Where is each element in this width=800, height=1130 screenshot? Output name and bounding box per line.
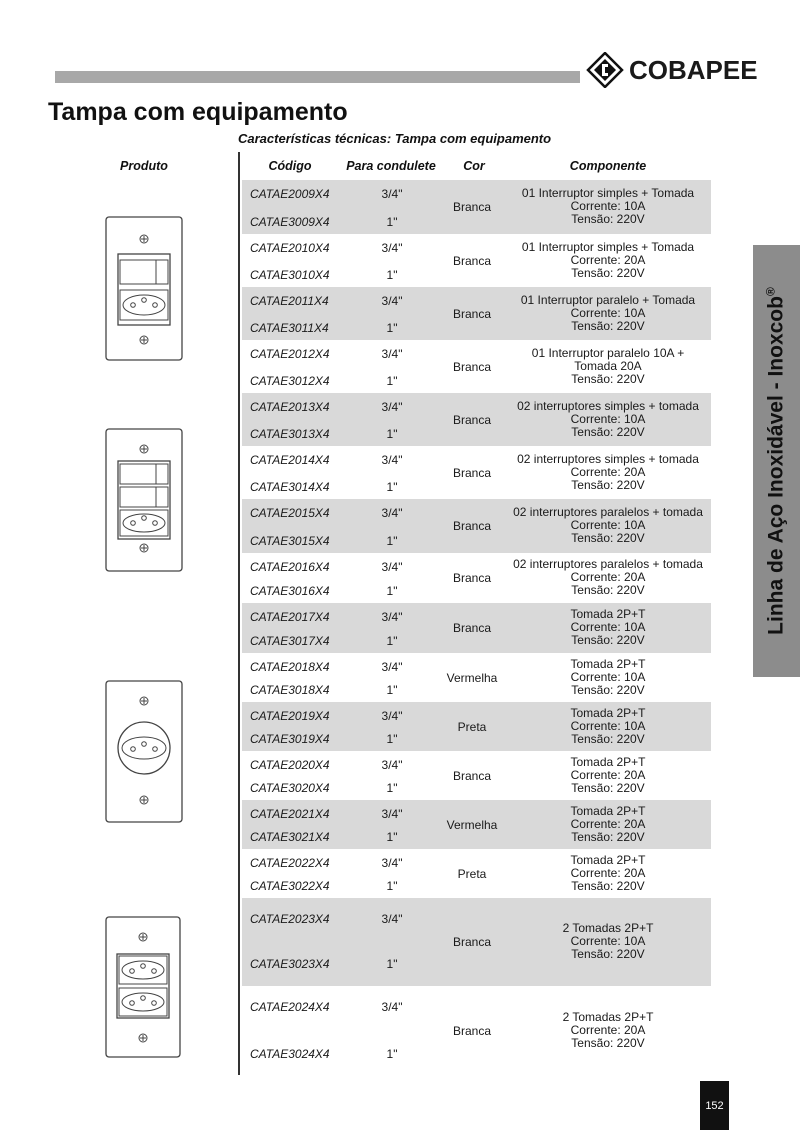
product-code: CATAE3016X4 <box>250 584 330 598</box>
conduit-size: 1" <box>386 830 398 844</box>
product-code: CATAE2014X4 <box>250 453 330 467</box>
component-line: Corrente: 20A <box>570 767 646 782</box>
plate-round-outlet-icon <box>105 680 183 823</box>
conduit-size: 3/4" <box>381 241 403 255</box>
component-line: Tensão: 220V <box>571 780 645 795</box>
product-color: Preta <box>457 719 487 734</box>
product-color: Branca <box>452 465 492 480</box>
conduit-size: 3/4" <box>381 610 403 624</box>
table-row <box>242 446 711 499</box>
component-line: Tensão: 220V <box>571 318 645 333</box>
product-color: Preta <box>457 866 487 881</box>
component-line: Tensão: 220V <box>571 682 645 697</box>
product-code: CATAE3017X4 <box>250 634 330 648</box>
product-code: CATAE2016X4 <box>250 560 330 574</box>
product-color: Branca <box>452 412 492 427</box>
product-code: CATAE2011X4 <box>250 294 329 308</box>
component-line: Tensão: 220V <box>571 424 645 439</box>
conduit-size: 3/4" <box>381 294 403 308</box>
product-code: CATAE2022X4 <box>250 856 330 870</box>
product-color: Branca <box>452 253 492 268</box>
component-line: 02 interruptores simples + tomada <box>517 398 699 413</box>
conduit-size: 1" <box>386 321 398 335</box>
product-code: CATAE3022X4 <box>250 879 330 893</box>
table-divider <box>238 152 240 1075</box>
table-row <box>242 340 711 393</box>
table-row <box>242 751 711 800</box>
product-color: Vermelha <box>446 670 498 685</box>
plate-two-outlets-icon <box>105 916 181 1058</box>
product-code: CATAE2021X4 <box>250 807 330 821</box>
component-line: Corrente: 10A <box>570 518 646 532</box>
component-line: 2 Tomadas 2P+T <box>562 921 654 935</box>
conduit-size: 3/4" <box>381 453 403 467</box>
product-code: CATAE2010X4 <box>250 241 330 255</box>
table-row <box>242 234 711 287</box>
table-row <box>242 898 711 986</box>
table-row <box>242 499 711 553</box>
component-line: Corrente: 10A <box>570 411 646 426</box>
component-line: Corrente: 20A <box>570 1023 646 1037</box>
component-line: Tomada 2P+T <box>570 607 646 621</box>
conduit-size: 1" <box>386 374 398 388</box>
table-row <box>242 603 711 653</box>
product-color: Branca <box>452 571 492 585</box>
component-description <box>508 756 708 795</box>
product-code: CATAE3009X4 <box>250 215 330 229</box>
plate-two-switches-outlet-icon <box>105 428 183 572</box>
product-code: CATAE3014X4 <box>250 480 330 494</box>
conduit-size: 1" <box>386 732 398 746</box>
conduit-size: 3/4" <box>381 560 403 574</box>
component-line: Corrente: 10A <box>570 305 646 320</box>
component-description <box>508 1011 708 1050</box>
product-code: CATAE2020X4 <box>250 758 330 772</box>
product-color: Branca <box>452 359 492 374</box>
component-line: 01 Interruptor paralelo + Tomada <box>520 292 696 307</box>
product-code: CATAE3010X4 <box>250 268 330 282</box>
conduit-size: 3/4" <box>381 347 403 361</box>
conduit-size: 3/4" <box>381 187 403 201</box>
product-color: Branca <box>452 768 492 783</box>
component-line: 02 interruptores simples + tomada <box>517 451 699 466</box>
column-header-color: Cor <box>463 159 485 173</box>
component-description <box>508 608 708 647</box>
table-row <box>242 986 711 1076</box>
component-line: 01 Interruptor simples + Tomada <box>521 186 695 200</box>
component-line: Tensão: 220V <box>571 371 645 386</box>
component-line: Tomada 2P+T <box>570 803 646 818</box>
conduit-size: 3/4" <box>381 709 403 723</box>
component-line: Corrente: 10A <box>570 934 646 948</box>
conduit-size: 1" <box>386 683 398 697</box>
conduit-size: 1" <box>386 534 398 548</box>
product-color: Branca <box>452 1024 492 1038</box>
registered-mark: ® <box>763 287 778 297</box>
component-description <box>508 854 708 893</box>
conduit-size: 1" <box>386 427 398 441</box>
component-line: 2 Tomadas 2P+T <box>562 1010 654 1024</box>
product-code: CATAE2024X4 <box>250 1000 330 1014</box>
component-line: Corrente: 20A <box>570 252 646 267</box>
product-code: CATAE3023X4 <box>250 957 330 971</box>
product-code: CATAE2017X4 <box>250 610 330 624</box>
component-description <box>508 453 708 492</box>
table-row <box>242 553 711 603</box>
component-line: 01 Interruptor simples + Tomada <box>521 239 695 254</box>
conduit-size: 1" <box>386 1047 398 1061</box>
product-code: CATAE2018X4 <box>250 660 330 674</box>
component-description <box>508 241 708 280</box>
product-code: CATAE3015X4 <box>250 534 330 548</box>
product-color: Vermelha <box>446 817 498 832</box>
table-row <box>242 849 711 898</box>
component-description <box>508 805 708 844</box>
cobapee-logo-icon <box>585 52 625 88</box>
component-description <box>508 922 708 961</box>
side-label <box>764 287 789 635</box>
conduit-size: 3/4" <box>381 758 403 772</box>
header-bar <box>55 71 580 83</box>
component-line: Tomada 20A <box>574 358 642 373</box>
product-code: CATAE2009X4 <box>250 187 330 201</box>
component-description <box>508 558 708 597</box>
component-description <box>508 347 708 386</box>
component-line: Tomada 2P+T <box>570 656 646 671</box>
component-line: Tensão: 220V <box>571 531 645 545</box>
component-line: Tensão: 220V <box>571 731 645 746</box>
product-code: CATAE3024X4 <box>250 1047 330 1061</box>
component-description <box>508 400 708 439</box>
component-line: Tensão: 220V <box>571 829 645 844</box>
table-row <box>242 653 711 702</box>
component-line: Corrente: 10A <box>570 620 646 634</box>
conduit-size: 3/4" <box>381 807 403 821</box>
column-header-conduit: Para condulete <box>346 159 436 173</box>
table-row <box>242 393 711 446</box>
product-code: CATAE3011X4 <box>250 321 329 335</box>
table-row <box>242 702 711 751</box>
component-line: 02 interruptores paralelos + tomada <box>513 505 703 519</box>
conduit-size: 3/4" <box>381 856 403 870</box>
column-header-product: Produto <box>120 159 168 173</box>
component-line: Tensão: 220V <box>571 477 645 492</box>
component-line: Tensão: 220V <box>571 947 645 961</box>
conduit-size: 3/4" <box>381 1000 403 1014</box>
component-line: Corrente: 20A <box>570 570 646 584</box>
table-row <box>242 800 711 849</box>
component-line: Corrente: 20A <box>570 464 646 479</box>
component-line: Corrente: 20A <box>570 865 646 880</box>
component-line: 01 Interruptor paralelo 10A + <box>531 345 685 360</box>
conduit-size: 1" <box>386 781 398 795</box>
product-code: CATAE2012X4 <box>250 347 330 361</box>
component-description <box>508 294 708 333</box>
product-color: Branca <box>452 200 492 214</box>
component-line: Tensão: 220V <box>571 583 645 597</box>
conduit-size: 1" <box>386 584 398 598</box>
product-code: CATAE2019X4 <box>250 709 330 723</box>
component-line: Tensão: 220V <box>571 633 645 647</box>
component-line: Corrente: 10A <box>570 718 646 733</box>
side-label-text: Linha de Aço Inoxidável - Inoxcob <box>764 296 788 635</box>
component-line: Corrente: 10A <box>570 199 646 213</box>
column-header-code: Código <box>268 159 312 173</box>
conduit-size: 1" <box>386 215 398 229</box>
conduit-size: 3/4" <box>381 912 403 926</box>
component-description <box>508 187 708 226</box>
product-color: Branca <box>452 519 492 533</box>
page-title: Tampa com equipamento <box>48 98 348 126</box>
component-line: 02 interruptores paralelos + tomada <box>513 557 703 571</box>
brand-logo <box>585 52 758 88</box>
component-line: Tensão: 220V <box>571 265 645 280</box>
component-line: Tensão: 220V <box>571 878 645 893</box>
component-description <box>508 506 708 545</box>
product-code: CATAE3019X4 <box>250 732 330 746</box>
product-code: CATAE2015X4 <box>250 506 330 520</box>
brand-name: COBAPEE <box>629 54 758 85</box>
component-line: Corrente: 20A <box>570 816 646 831</box>
conduit-size: 1" <box>386 879 398 893</box>
component-description <box>508 658 708 697</box>
product-code: CATAE3020X4 <box>250 781 330 795</box>
conduit-size: 1" <box>386 957 398 971</box>
conduit-size: 1" <box>386 268 398 282</box>
product-code: CATAE3013X4 <box>250 427 330 441</box>
product-color: Branca <box>452 306 492 321</box>
component-line: Corrente: 10A <box>570 669 646 684</box>
component-line: Tensão: 220V <box>571 212 645 226</box>
component-line: Tomada 2P+T <box>570 705 646 720</box>
conduit-size: 1" <box>386 634 398 648</box>
component-line: Tensão: 220V <box>571 1036 645 1050</box>
plate-switch-outlet-icon <box>105 216 183 361</box>
product-code: CATAE3021X4 <box>250 830 330 844</box>
product-code: CATAE2023X4 <box>250 912 330 926</box>
conduit-size: 3/4" <box>381 506 403 520</box>
table-caption: Características técnicas: Tampa com equipamento <box>238 131 552 146</box>
conduit-size: 3/4" <box>381 400 403 414</box>
conduit-size: 3/4" <box>381 660 403 674</box>
product-code: CATAE2013X4 <box>250 400 330 414</box>
component-line: Tomada 2P+T <box>570 852 646 867</box>
product-color: Branca <box>452 935 492 949</box>
product-code: CATAE3018X4 <box>250 683 330 697</box>
component-description <box>508 707 708 746</box>
page-number: 152 <box>700 1081 729 1130</box>
table-row <box>242 287 711 340</box>
column-header-component: Componente <box>569 159 647 173</box>
conduit-size: 1" <box>386 480 398 494</box>
component-line: Tomada 2P+T <box>570 754 646 769</box>
table-row <box>242 180 711 234</box>
product-color: Branca <box>452 621 492 635</box>
product-code: CATAE3012X4 <box>250 374 330 388</box>
